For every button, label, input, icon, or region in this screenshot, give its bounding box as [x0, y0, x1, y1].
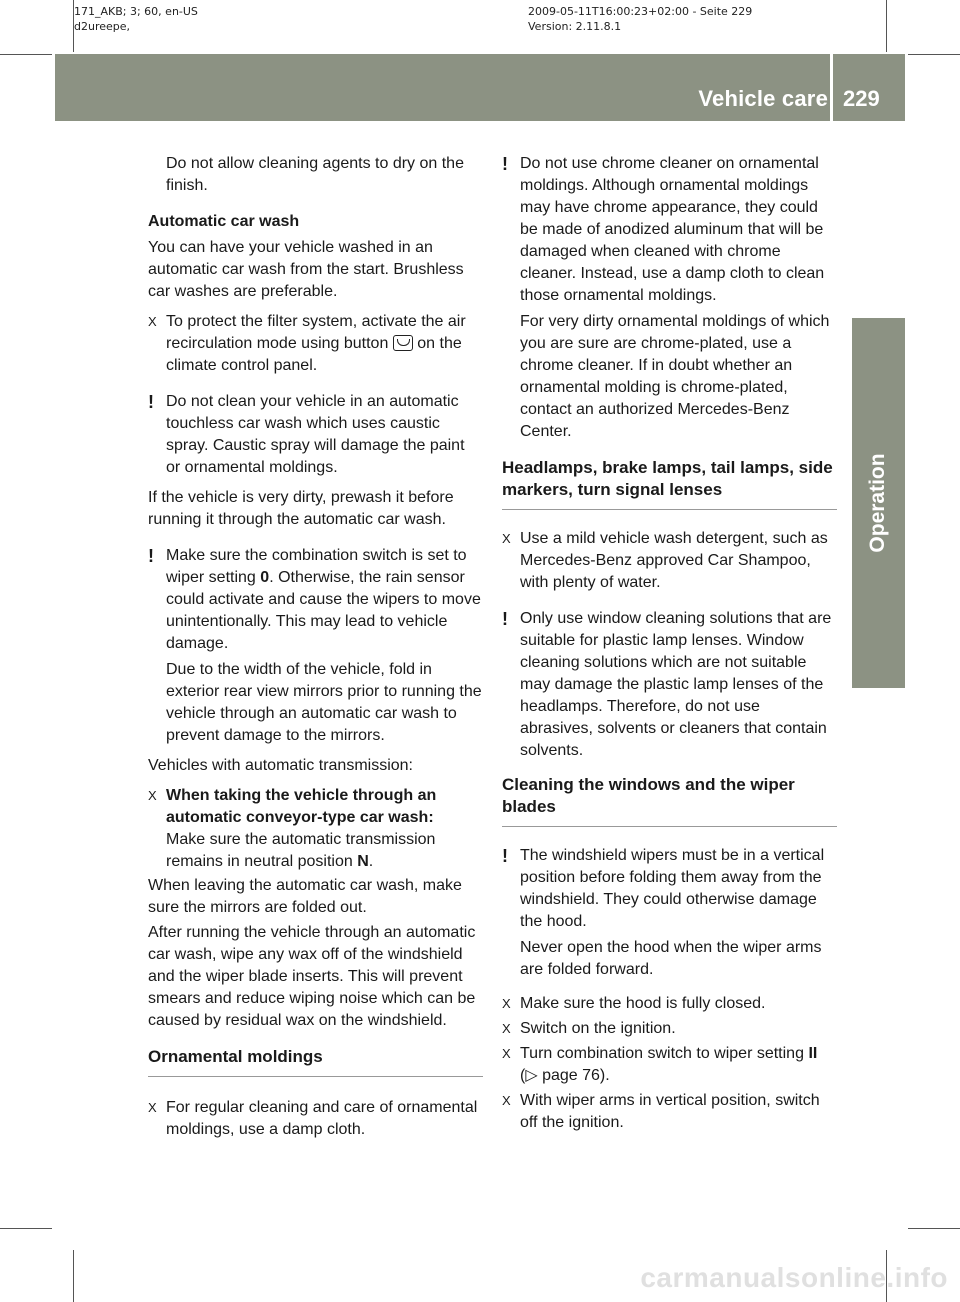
bullet-marker: X — [148, 1100, 157, 1115]
crop-mark — [73, 1250, 74, 1302]
warning-continuation: Due to the width of the vehicle, fold in exterior rear view mirrors prior to running the vehicle through an automatic car wash to prevent damage to the mirrors. — [166, 661, 482, 744]
bullet-marker: X — [502, 1093, 511, 1108]
bullet-marker: X — [148, 788, 157, 803]
warning-text: . Otherwise, the rain sensor could activate and cause the wipers to move unintentionally. This may lead to vehicle damage. — [166, 569, 481, 652]
bullet-marker: X — [502, 1046, 511, 1061]
list-item-text: Turn combination switch to wiper setting — [520, 1045, 804, 1062]
list-item-bold: When taking the vehicle through an automatic conveyor-type car wash: — [166, 787, 437, 826]
list-item-text: For regular cleaning and care of ornamental moldings, use a damp cloth. — [166, 1099, 478, 1138]
right-column — [502, 153, 837, 1134]
list-item — [502, 528, 837, 594]
paragraph: Do not allow cleaning agents to dry on the finish. — [166, 155, 464, 194]
warning-continuation: Never open the hood when the wiper arms are folded forward. — [520, 939, 822, 978]
heading-cleaning-windows: Cleaning the windows and the wiper blades — [502, 775, 795, 816]
warning-continuation: For very dirty ornamental moldings of which you are sure are chrome-plated, use a chrome cleaner. If in doubt whether an ornamental molding is chrome-plated, contact an authorized Mercedes-Benz Center. — [520, 313, 830, 440]
list-item-text: on the climate control panel. — [166, 335, 462, 374]
wiper-setting-value: II — [808, 1045, 818, 1062]
page-number: 229 — [843, 86, 880, 111]
crop-mark — [0, 1228, 52, 1229]
list-item-text: Use a mild vehicle wash detergent, such as Mercedes-Benz approved Car Shampoo, with plenty of water. — [520, 530, 828, 591]
gear-position-value: N — [357, 853, 369, 870]
warning-note — [148, 545, 483, 655]
warning-marker: ! — [502, 609, 508, 629]
list-item-text: Make sure the automatic transmission remains in neutral position — [166, 831, 436, 870]
print-meta-left-line2: d2ureepe, — [74, 20, 131, 33]
bullet-marker: X — [502, 1021, 511, 1036]
list-item-text: Make sure the hood is fully closed. — [520, 995, 766, 1012]
warning-marker: ! — [148, 392, 154, 412]
warning-marker: ! — [502, 846, 508, 866]
list-item — [148, 311, 483, 377]
left-column — [148, 153, 483, 1141]
paragraph: After running the vehicle through an automatic car wash, wipe any wax off of the windshield and the wiper blade inserts. This will prevent smears and reduce wiping noise which can be caused by residual wax on the windshield. — [148, 924, 476, 1029]
warning-note — [502, 153, 837, 307]
list-item-text: To protect the filter system, activate the air recirculation mode using button — [166, 313, 466, 352]
warning-marker: ! — [148, 546, 154, 566]
heading-ornamental-moldings: Ornamental moldings — [148, 1047, 323, 1066]
warning-text: Make sure the combination switch is set to wiper setting — [166, 547, 467, 586]
heading-automatic-car-wash: Automatic car wash — [148, 213, 300, 230]
crop-mark — [886, 0, 887, 52]
list-item — [502, 993, 837, 1015]
watermark: carmanualsonline.info — [640, 1262, 948, 1293]
paragraph: You can have your vehicle washed in an automatic car wash from the start. Brushless car washes are preferable. — [148, 239, 464, 300]
list-item-continuation — [148, 829, 483, 873]
warning-text: Do not use chrome cleaner on ornamental moldings. Although ornamental moldings may have chrome appearance, they could be made of anodized aluminum that will be damaged when cleaned with chrome cleaner. Instead, use a damp cloth to clean those ornamental moldings. — [520, 155, 825, 304]
warning-note — [502, 845, 837, 933]
page-reference[interactable]: (▷ page 76). — [520, 1067, 610, 1084]
list-item-text: Switch on the ignition. — [520, 1020, 676, 1037]
warning-text: The windshield wipers must be in a vertical position before folding them away from the windshield. They could otherwise damage the hood. — [520, 847, 825, 930]
list-item — [502, 1090, 837, 1134]
paragraph: If the vehicle is very dirty, prewash it before running it through the automatic car wash. — [148, 489, 454, 528]
warning-text: Only use window cleaning solutions that are suitable for plastic lamp lenses. Window cleaning solutions which are not suitable may damage the plastic lamp lenses of the headlamps. Therefore, do not use abrasives, solvents or cleaners that contain solvents. — [520, 610, 832, 759]
bullet-marker: X — [148, 314, 157, 329]
bullet-marker: X — [502, 996, 511, 1011]
bullet-marker: X — [502, 531, 511, 546]
list-item — [502, 1043, 837, 1087]
heading-headlamps: Headlamps, brake lamps, tail lamps, side markers, turn signal lenses — [502, 458, 833, 499]
print-meta-right-line1: 2009-05-11T16:00:23+02:00 - Seite 229 — [528, 5, 753, 18]
wiper-setting-value: 0 — [260, 569, 270, 586]
warning-marker: ! — [502, 154, 508, 174]
list-item — [148, 1097, 483, 1141]
print-meta-left-line1: 171_AKB; 3; 60, en-US — [74, 5, 198, 18]
paragraph: When leaving the automatic car wash, make sure the mirrors are folded out. — [148, 877, 462, 916]
crop-mark — [908, 54, 960, 55]
list-item-text: . — [368, 853, 374, 870]
air-recirculation-icon — [393, 335, 413, 351]
heading-rule — [502, 826, 837, 827]
print-meta-left — [74, 4, 198, 34]
page-title: Vehicle care — [698, 86, 828, 111]
print-meta-right-line2: Version: 2.11.8.1 — [528, 20, 622, 33]
header-divider — [830, 54, 833, 121]
crop-mark — [0, 54, 52, 55]
print-meta-right — [528, 4, 752, 34]
paragraph: Vehicles with automatic transmission: — [148, 757, 413, 774]
crop-mark — [908, 1228, 960, 1229]
crop-mark — [73, 0, 74, 52]
warning-note — [502, 608, 837, 762]
heading-rule — [148, 1076, 483, 1077]
warning-note — [148, 391, 483, 479]
warning-text: Do not clean your vehicle in an automatic touchless car wash which uses caustic spray. Caustic spray will damage the paint or ornamental moldings. — [166, 393, 465, 476]
list-item-text: With wiper arms in vertical position, switch off the ignition. — [520, 1092, 820, 1131]
list-item — [502, 1018, 837, 1040]
heading-rule — [502, 509, 837, 510]
section-tab-label: Operation — [866, 453, 889, 553]
list-item — [148, 785, 483, 829]
